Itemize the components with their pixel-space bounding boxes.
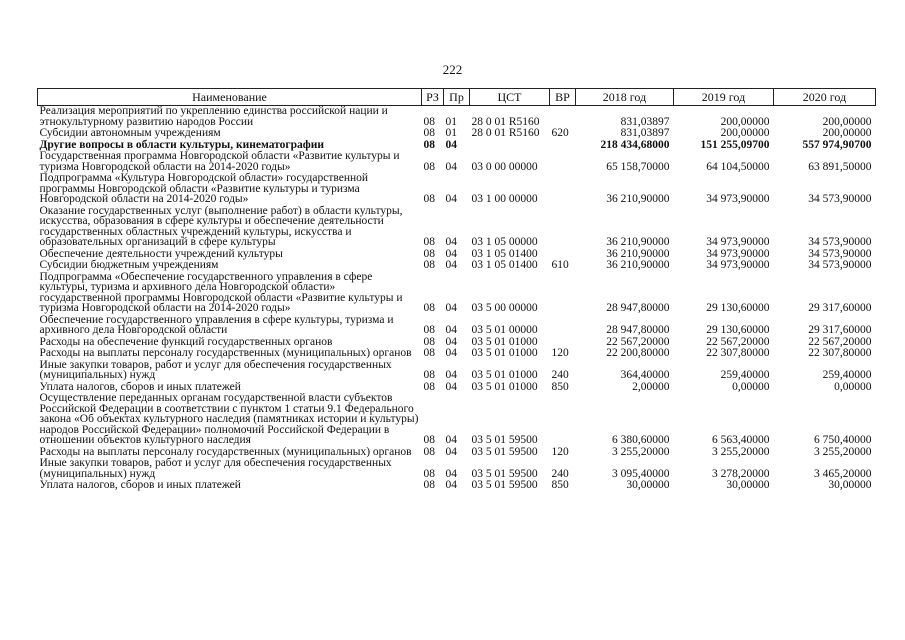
row-value-2018: 831,03897 bbox=[620, 127, 670, 139]
row-name: Подпрограмма «Обеспечение государственного управления в сфере культуры, туризма и архивного дела Новгородской области» государственной программы Новгородской области «Развитие культуры и туризма Новгородской области на 2014-2020 годы» bbox=[39, 270, 403, 314]
row-value-2018: 3 095,40000 bbox=[612, 467, 670, 480]
row-name: Расходы на обеспечение функций государственных органов bbox=[39, 335, 333, 348]
row-value-2019: 259,40000 bbox=[720, 369, 770, 381]
row-pr: 04 bbox=[445, 259, 457, 271]
row-name: Государственная программа Новгородской области «Развитие культуры и туризма Новгородской области на 2014-2020 годы» bbox=[39, 150, 400, 173]
row-rz: 08 bbox=[423, 324, 435, 336]
row-value-2019: 64 104,50000 bbox=[706, 160, 770, 173]
row-name: Реализация мероприятий по укреплению единства российской нации и этнокультурному развитию народов России bbox=[39, 105, 388, 128]
row-vr bbox=[550, 206, 576, 249]
row-vr bbox=[550, 151, 576, 173]
row-rz: 08 bbox=[423, 380, 435, 393]
row-vr: 120 bbox=[551, 347, 569, 359]
row-name: Субсидии бюджетным учреждениям bbox=[39, 259, 219, 271]
row-vr: 850 bbox=[551, 479, 569, 491]
row-cst: 03 5 01 01000 bbox=[471, 369, 538, 381]
row-pr: 04 bbox=[445, 193, 457, 205]
row-pr: 04 bbox=[445, 445, 457, 458]
row-vr bbox=[550, 393, 576, 447]
row-value-2020: 22 307,80000 bbox=[808, 347, 872, 359]
row-pr: 04 bbox=[445, 236, 457, 248]
row-value-2018: 30,00000 bbox=[626, 479, 670, 491]
row-rz: 08 bbox=[423, 115, 435, 128]
row-cst: 03 0 00 00000 bbox=[471, 160, 538, 173]
row-rz: 08 bbox=[423, 193, 435, 205]
row-value-2020: 3 465,20000 bbox=[814, 467, 872, 480]
row-value-2019: 0,00000 bbox=[732, 380, 770, 393]
row-vr: 240 bbox=[551, 467, 569, 480]
row-value-2019: 22 307,80000 bbox=[706, 347, 770, 359]
row-name: Подпрограмма «Культура Новгородской области» государственной программы Новгородской области «Развитие культуры и туризма Новгородской области на 2014-2020 годы» bbox=[39, 172, 369, 205]
row-value-2020: 557 974,90700 bbox=[802, 138, 872, 151]
row-value-2019: 22 567,20000 bbox=[706, 335, 770, 348]
row-value-2018: 22 200,80000 bbox=[606, 347, 670, 359]
row-pr: 04 bbox=[445, 467, 457, 480]
row-rz: 08 bbox=[423, 479, 435, 491]
row-value-2020: 34 573,90000 bbox=[808, 259, 872, 271]
row-pr: 04 bbox=[445, 434, 457, 446]
row-value-2020: 200,00000 bbox=[822, 115, 872, 128]
row-value-2020: 6 750,40000 bbox=[814, 434, 872, 446]
row-cst: 03 5 01 01000 bbox=[471, 380, 538, 393]
row-rz: 08 bbox=[423, 127, 435, 139]
row-value-2018: 65 158,70000 bbox=[606, 160, 670, 173]
row-cst: 03 1 00 00000 bbox=[471, 193, 538, 205]
row-name: Иные закупки товаров, работ и услуг для обеспечения государственных (муниципальных) нужд bbox=[39, 457, 392, 480]
row-pr: 01 bbox=[445, 127, 457, 139]
row-name: Субсидии автономным учреждениям bbox=[39, 127, 221, 139]
row-pr: 04 bbox=[445, 247, 457, 260]
row-cst: 03 1 05 01400 bbox=[471, 259, 538, 271]
row-pr: 04 bbox=[445, 324, 457, 336]
row-name: Другие вопросы в области культуры, кинематографии bbox=[39, 138, 325, 151]
row-value-2018: 36 210,90000 bbox=[606, 259, 670, 271]
row-value-2020: 34 573,90000 bbox=[808, 193, 872, 205]
row-value-2019: 3 278,20000 bbox=[712, 467, 770, 480]
row-name: Обеспечение государственного управления в сфере культуры, туризма и архивного дела Новгородской области bbox=[39, 313, 394, 336]
table-row bbox=[38, 348, 876, 360]
row-cst: 03 5 01 01000 bbox=[471, 335, 538, 348]
row-vr bbox=[550, 272, 576, 315]
row-rz: 08 bbox=[423, 467, 435, 480]
row-value-2018: 6 380,60000 bbox=[612, 434, 670, 446]
row-cst: 03 1 05 00000 bbox=[471, 236, 538, 248]
row-value-2019: 6 563,40000 bbox=[712, 434, 770, 446]
row-cst: 28 0 01 R5160 bbox=[471, 127, 540, 139]
header-2020: 2020 год bbox=[774, 89, 876, 106]
row-value-2020: 259,40000 bbox=[822, 369, 872, 381]
row-pr: 04 bbox=[445, 302, 457, 314]
header-2019: 2019 год bbox=[674, 89, 774, 106]
row-value-2018: 36 210,90000 bbox=[606, 236, 670, 248]
row-value-2018: 28 947,80000 bbox=[606, 324, 670, 336]
row-name: Иные закупки товаров, работ и услуг для обеспечения государственных (муниципальных) нужд bbox=[39, 358, 392, 381]
row-cst: 03 5 00 00000 bbox=[471, 302, 538, 314]
row-cst: 03 5 01 00000 bbox=[471, 324, 538, 336]
row-value-2018: 36 210,90000 bbox=[606, 247, 670, 260]
table-row bbox=[38, 315, 876, 337]
row-value-2018: 36 210,90000 bbox=[606, 193, 670, 205]
row-rz: 08 bbox=[423, 369, 435, 381]
row-vr: 120 bbox=[551, 445, 569, 458]
row-name: Уплата налогов, сборов и иных платежей bbox=[39, 380, 241, 393]
row-vr: 240 bbox=[551, 369, 569, 381]
row-name: Оказание государственных услуг (выполнение работ) в области культуры, искусства, образования в сфере культуры и обеспечение деятельности государственных областных учреждений культуры, искусства и образовательных организаций в сфере культуры bbox=[39, 204, 403, 248]
row-rz: 08 bbox=[423, 445, 435, 458]
row-value-2019: 29 130,60000 bbox=[706, 302, 770, 314]
row-value-2020: 0,00000 bbox=[834, 380, 872, 393]
table-row bbox=[38, 206, 876, 249]
row-vr: 610 bbox=[551, 259, 569, 271]
row-cst: 03 5 01 59500 bbox=[471, 479, 538, 491]
row-value-2020: 34 573,90000 bbox=[808, 236, 872, 248]
row-pr: 04 bbox=[445, 369, 457, 381]
table-row bbox=[38, 173, 876, 206]
row-value-2019: 30,00000 bbox=[726, 479, 770, 491]
table-row bbox=[38, 393, 876, 447]
header-vr: ВР bbox=[550, 89, 576, 106]
row-rz: 08 bbox=[423, 335, 435, 348]
row-value-2018: 2,00000 bbox=[632, 380, 670, 393]
row-cst bbox=[470, 140, 550, 152]
table-row bbox=[38, 260, 876, 272]
row-rz: 08 bbox=[423, 247, 435, 260]
row-value-2018: 364,40000 bbox=[620, 369, 670, 381]
row-pr: 01 bbox=[445, 115, 457, 128]
row-rz: 08 bbox=[423, 236, 435, 248]
row-value-2019: 29 130,60000 bbox=[706, 324, 770, 336]
row-value-2019: 200,00000 bbox=[720, 115, 770, 128]
row-value-2020: 22 567,20000 bbox=[808, 335, 872, 348]
row-value-2020: 30,00000 bbox=[828, 479, 872, 491]
row-value-2018: 28 947,80000 bbox=[606, 302, 670, 314]
row-cst: 28 0 01 R5160 bbox=[471, 115, 540, 128]
row-rz: 08 bbox=[423, 259, 435, 271]
row-rz: 08 bbox=[423, 138, 435, 151]
row-cst: 03 5 01 59500 bbox=[471, 445, 538, 458]
row-value-2020: 200,00000 bbox=[822, 127, 872, 139]
table-row bbox=[38, 128, 876, 140]
table-row bbox=[38, 151, 876, 173]
table-body bbox=[38, 106, 876, 492]
row-vr bbox=[550, 140, 576, 152]
row-value-2018: 831,03897 bbox=[620, 115, 670, 128]
row-cst: 03 1 05 01400 bbox=[471, 247, 538, 260]
header-2018: 2018 год bbox=[576, 89, 674, 106]
row-vr bbox=[550, 315, 576, 337]
row-value-2019: 34 973,90000 bbox=[706, 236, 770, 248]
row-value-2019: 200,00000 bbox=[720, 127, 770, 139]
row-cst: 03 5 01 01000 bbox=[471, 347, 538, 359]
row-rz: 08 bbox=[423, 302, 435, 314]
row-rz: 08 bbox=[423, 160, 435, 173]
page-number: 222 bbox=[442, 62, 463, 77]
row-name: Обеспечение деятельности учреждений культуры bbox=[39, 247, 283, 260]
row-value-2018: 22 567,20000 bbox=[606, 335, 670, 348]
header-pr: Пр bbox=[444, 89, 470, 106]
row-name: Расходы на выплаты персоналу государственных (муниципальных) органов bbox=[39, 347, 412, 359]
row-value-2018: 3 255,20000 bbox=[612, 445, 670, 458]
row-value-2020: 34 573,90000 bbox=[808, 247, 872, 260]
table-row bbox=[38, 458, 876, 480]
table-row bbox=[38, 480, 876, 492]
table-row bbox=[38, 106, 876, 129]
row-value-2020: 63 891,50000 bbox=[808, 160, 872, 173]
header-rz: РЗ bbox=[422, 89, 444, 106]
row-pr: 04 bbox=[445, 347, 457, 359]
row-value-2019: 151 255,09700 bbox=[700, 138, 770, 151]
row-value-2019: 3 255,20000 bbox=[712, 445, 770, 458]
header-name: Наименование bbox=[38, 89, 422, 106]
row-vr: 620 bbox=[551, 127, 569, 139]
row-value-2019: 34 973,90000 bbox=[706, 193, 770, 205]
row-cst: 03 5 01 59500 bbox=[471, 434, 538, 446]
row-pr: 04 bbox=[445, 160, 457, 173]
row-value-2020: 3 255,20000 bbox=[814, 445, 872, 458]
row-name: Осуществление переданных органам государственной власти субъектов Российской Федерации в соответствии с пунктом 1 статьи 9.1 Федерального закона «Об объектах культурного наследия (памятниках истории и культуры) народов Российской Федерации» полномочий Российской Федерации в отношении объектов культурного наследия bbox=[39, 392, 419, 446]
row-value-2019: 34 973,90000 bbox=[706, 247, 770, 260]
row-value-2020: 29 317,60000 bbox=[808, 302, 872, 314]
row-name: Уплата налогов, сборов и иных платежей bbox=[39, 479, 241, 491]
row-pr: 04 bbox=[445, 479, 457, 491]
row-rz: 08 bbox=[423, 434, 435, 446]
row-pr: 04 bbox=[445, 335, 457, 348]
row-value-2020: 29 317,60000 bbox=[808, 324, 872, 336]
budget-table bbox=[37, 88, 876, 492]
header-cst: ЦСТ bbox=[470, 89, 550, 106]
row-vr bbox=[550, 173, 576, 206]
row-rz: 08 bbox=[423, 347, 435, 359]
table-row bbox=[38, 360, 876, 382]
table-row bbox=[38, 272, 876, 315]
row-vr bbox=[550, 106, 576, 129]
row-value-2019: 34 973,90000 bbox=[706, 259, 770, 271]
row-name: Расходы на выплаты персоналу государственных (муниципальных) органов bbox=[39, 445, 412, 458]
row-pr: 04 bbox=[445, 380, 457, 393]
row-pr: 04 bbox=[445, 138, 457, 151]
row-vr: 850 bbox=[551, 380, 569, 393]
table-header bbox=[38, 89, 876, 106]
row-value-2018: 218 434,68000 bbox=[600, 138, 670, 151]
row-cst: 03 5 01 59500 bbox=[471, 467, 538, 480]
